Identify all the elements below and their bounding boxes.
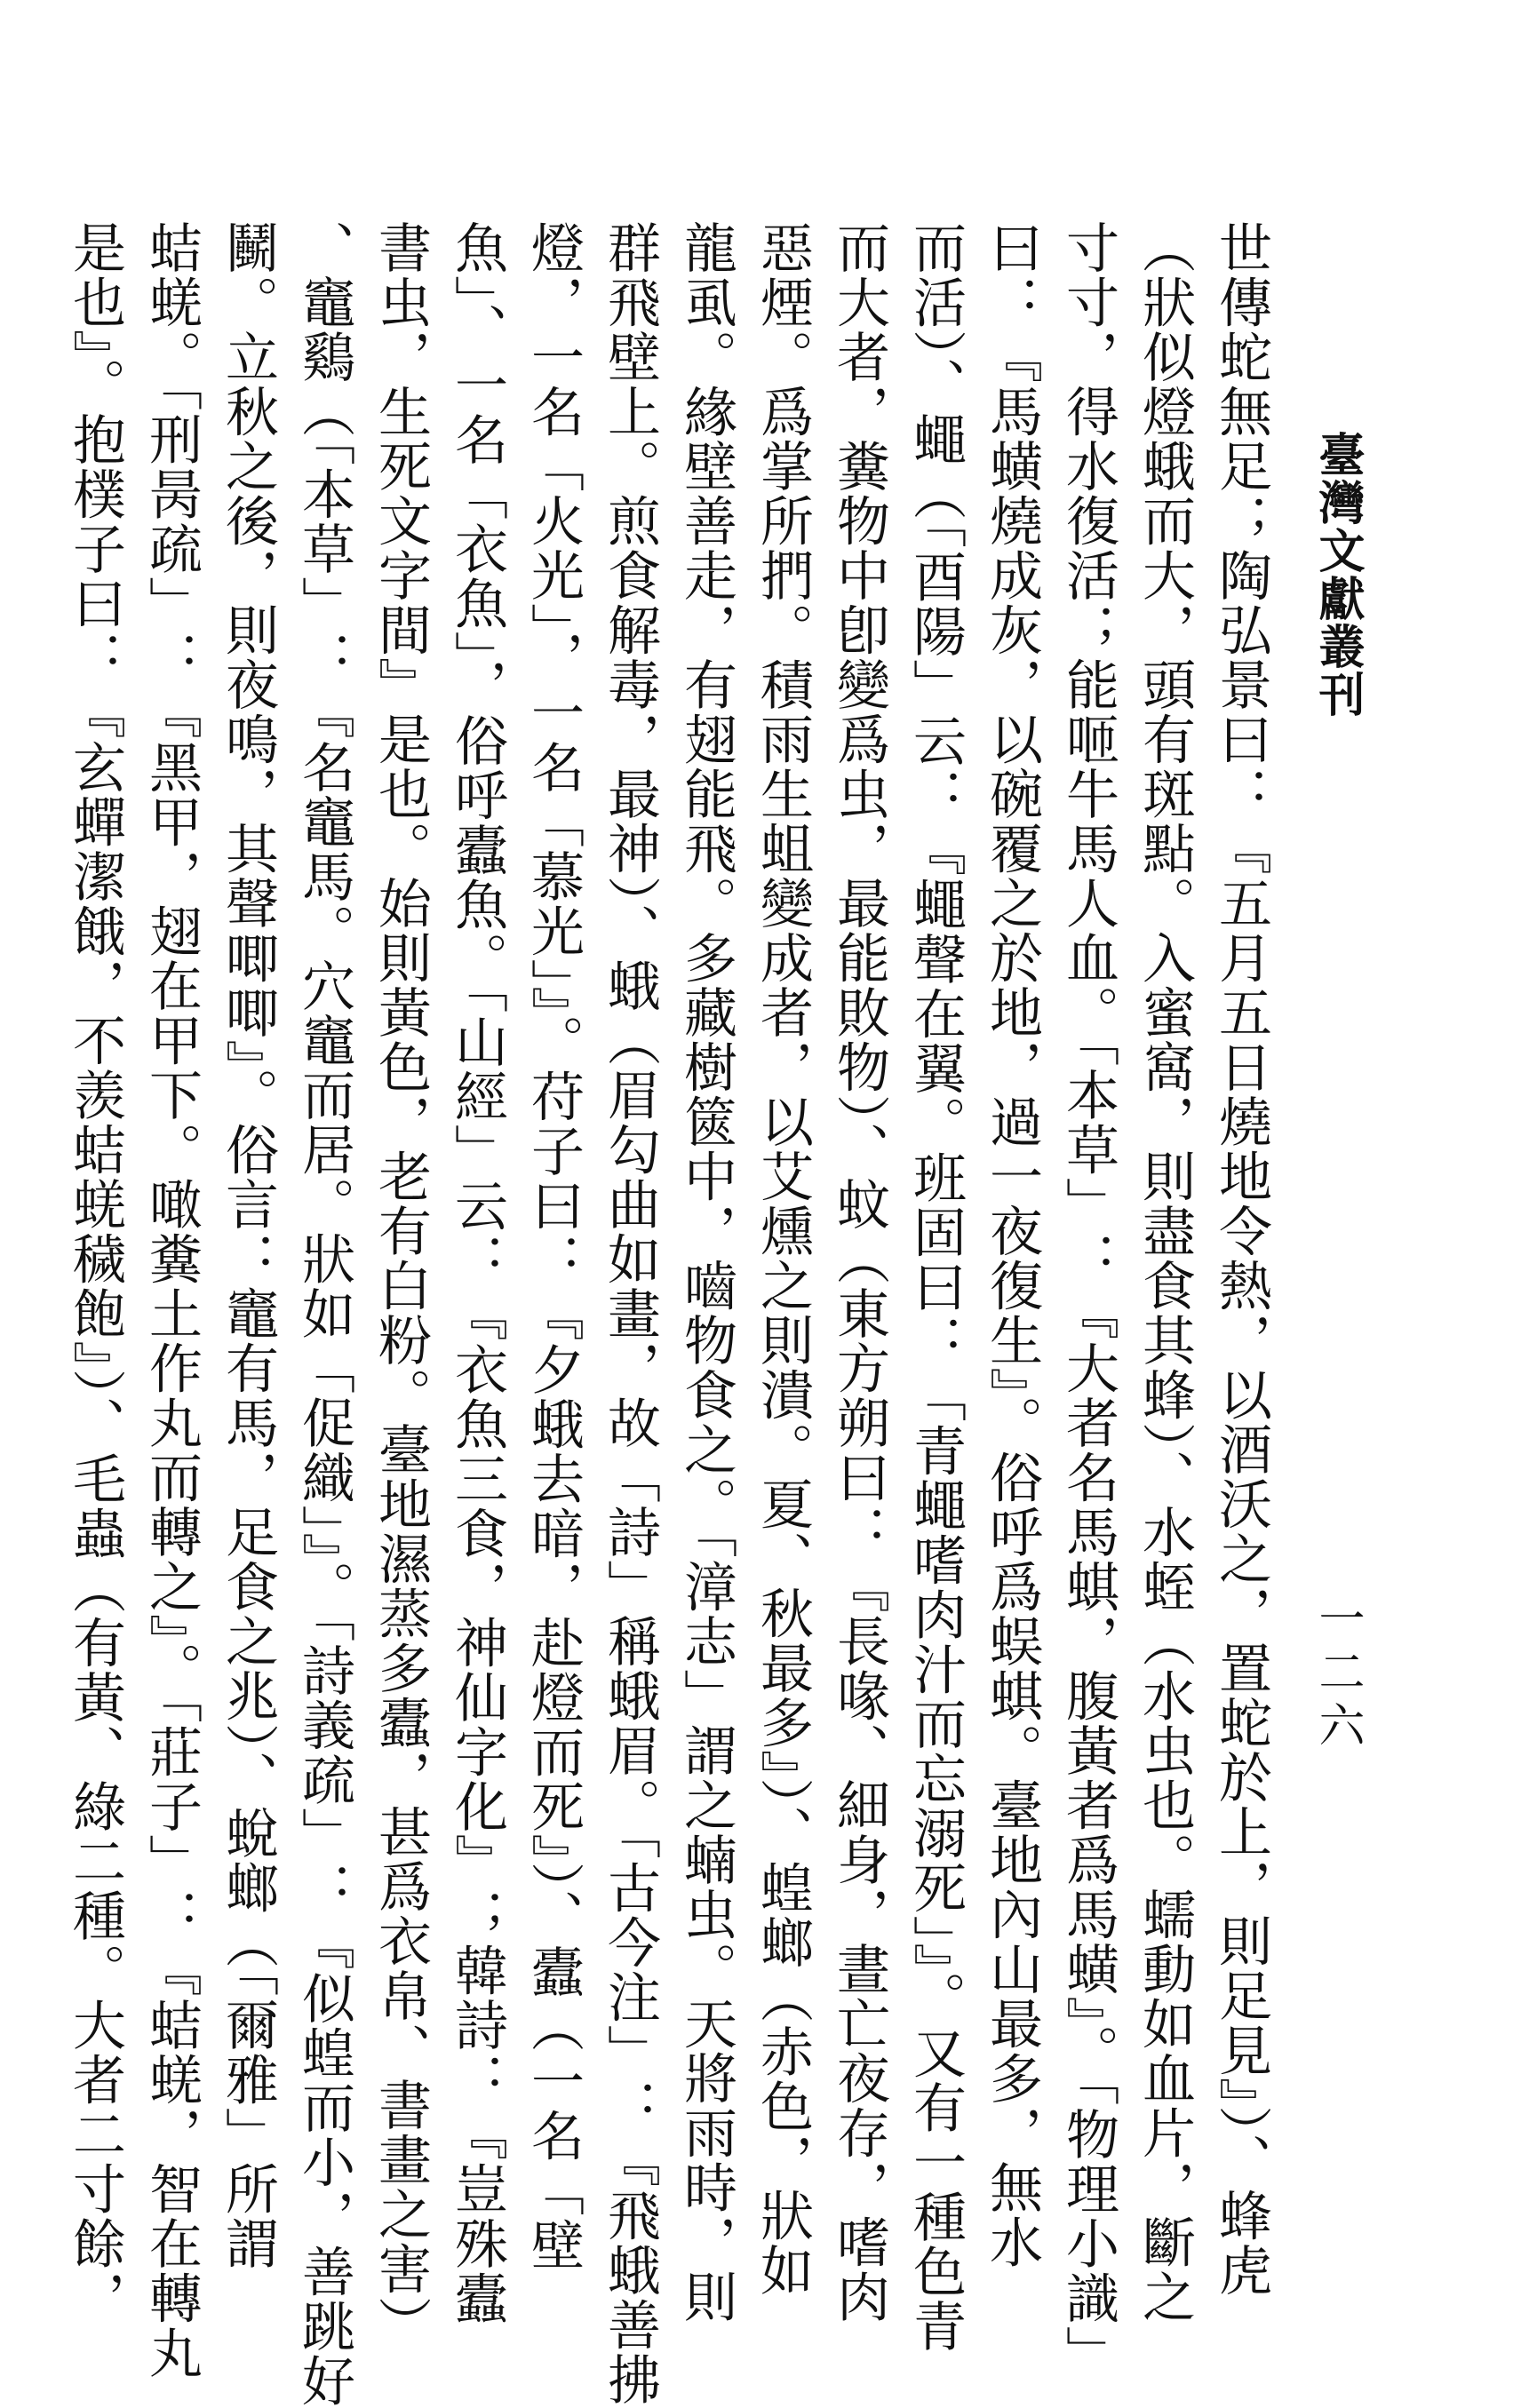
text-column-16: 是也』。抱樸子曰：『玄蟬潔餓，不羡蛣蜣穢飽』）、毛蟲（有黃、綠二種。大者二寸餘，: [64, 220, 126, 2325]
text-column-12: 書虫，生死文字間』是也。始則黃色，老有白粉。臺地濕蒸多蠹，甚爲衣帛、書畫之害）: [370, 220, 432, 2351]
text-column-11: 魚」、一名「衣魚」，俗呼蠹魚。「山經」云：『衣魚三食，神仙字化』；韓詩：『豈殊蠹: [446, 220, 508, 2325]
body-text: [64, 220, 1279, 2408]
text-column-10: 燈，一名「火光」，一名「慕光」』。苻子曰：『夕蛾去暗，赴燈而死』）、蠹（一名「壁: [522, 220, 585, 2272]
text-column-7: 惡煙。爲掌所捫。積雨生蛆變成者，以艾燻之則潰。夏、秋最多』）、蝗螂（赤色，狀如: [752, 220, 814, 2298]
text-column-2: （狀似燈蛾而大，頭有斑點。入蜜窩，則盡食其蜂）、水蛭（水虫也。蠕動如血片，斷之: [1134, 220, 1196, 2325]
running-title: 臺灣文獻叢刊: [1310, 431, 1365, 719]
page-number: 一二六: [1310, 1594, 1364, 1754]
text-column-9: 群飛壁上。煎食解毒，最神）、蛾（眉勾曲如畫，故「詩」稱蛾眉。「古今注」：『飛蛾善拂: [599, 220, 661, 2407]
text-column-4: 曰：『馬蟥燒成灰，以碗覆之於地，過一夜復生』。俗呼爲蜈蜞。臺地內山最多，無水: [981, 220, 1043, 2269]
text-column-8: 龍虱。緣壁善走，有翅能飛。多藏樹篋中，嚙物食之。「漳志」謂之蝻虫。天將雨時，則: [675, 220, 737, 2325]
text-column-13: 、竈鷄（「本草」：『名竈馬。穴竈而居。狀如「促織」』。「詩義疏」：『似蝗而小，善跳好: [293, 220, 355, 2408]
text-column-1: 世傳蛇無足；陶弘景曰：『五月五日燒地令熱，以酒沃之，置蛇於上，則足見』）、蜂虎: [1210, 220, 1272, 2298]
text-column-5: 而活）、蠅（「酉陽」云：『蠅聲在翼。班固曰：「青蠅嗜肉汁而忘溺死」』。又有一種色青: [904, 220, 967, 2354]
text-column-3: 寸寸，得水復活；能咂牛馬人血。「本草」：『大者名馬蜞，腹黃者爲馬蟥』。「物理小識」: [1057, 220, 1119, 2380]
text-column-15: 蛣蜣。「刑昺疏」：『黑甲，翅在甲下。噉糞土作丸而轉之』。「莊子」：『蛣蜣，智在轉丸: [140, 220, 203, 2380]
text-column-14: 鬭。立秋之後，則夜鳴，其聲唧唧』。俗言：竈有馬，足食之兆）、蛻螂（「爾雅」所謂: [217, 220, 279, 2271]
text-column-6: 而大者，糞物中卽變爲虫，最能敗物）、蚊（東方朔曰：『長喙、細身，晝亡夜存，嗜肉: [828, 220, 890, 2325]
